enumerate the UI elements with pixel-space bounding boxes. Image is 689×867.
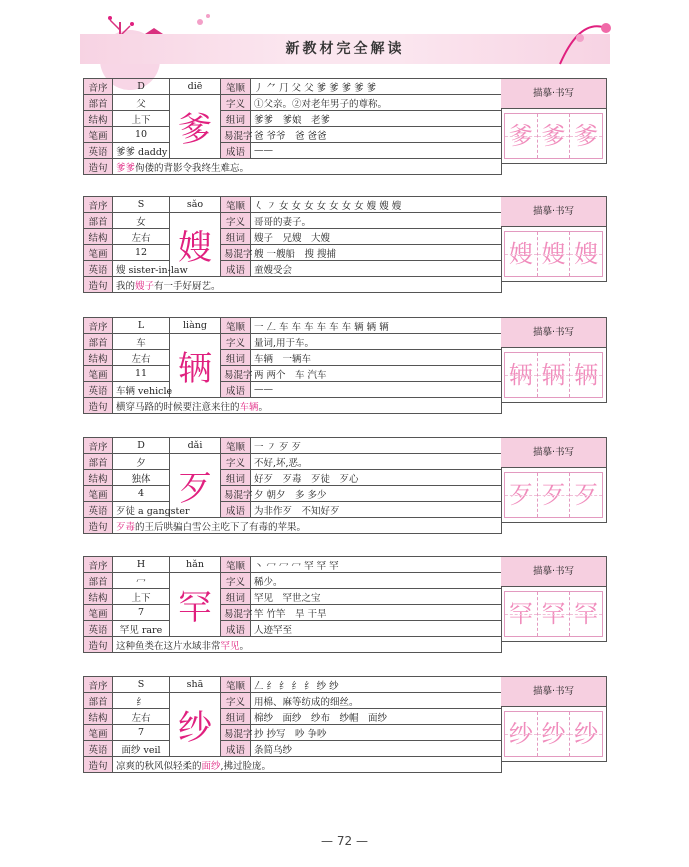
character-table — [83, 556, 502, 653]
label-chengyu: 成语 — [221, 621, 251, 637]
label-yinxu: 音序 — [84, 79, 113, 95]
tracing-box[interactable]: 歹 — [570, 473, 602, 517]
label-ziyi: 字义 — [221, 95, 251, 111]
label-bushou: 部首 — [84, 334, 113, 350]
label-bushou: 部首 — [84, 454, 113, 470]
sentence-highlight: 嫂子 — [135, 280, 155, 292]
english-value: 罕见 rare — [113, 621, 170, 637]
label-jiegou: 结构 — [84, 350, 113, 366]
label-bushou: 部首 — [84, 693, 113, 709]
label-bishun: 笔顺 — [221, 557, 251, 573]
label-yinxu: 音序 — [84, 438, 113, 454]
label-zaoju: 造句 — [84, 398, 113, 414]
tracing-box[interactable]: 纱 — [505, 712, 538, 756]
label-chengyu: 成语 — [221, 143, 251, 159]
practice-area — [501, 317, 607, 403]
stroke-order: 一 ㇇ 歹 歹 — [251, 438, 502, 454]
label-yingyu: 英语 — [84, 621, 113, 637]
label-bishun: 笔顺 — [221, 197, 251, 213]
label-bihua: 笔画 — [84, 725, 113, 741]
sentence-highlight: 罕见 — [220, 640, 240, 652]
practice-label: 描摹·书写 — [501, 677, 606, 707]
idiom: 童嫂受会 — [251, 261, 502, 277]
label-zuci: 组词 — [221, 709, 251, 725]
label-yihunzi: 易混字 — [221, 605, 251, 621]
example-sentence — [113, 277, 502, 293]
label-yingyu: 英语 — [84, 143, 113, 159]
jiegou-value: 独体 — [113, 470, 170, 486]
sentence-highlight: 面纱 — [201, 760, 221, 772]
label-yihunzi: 易混字 — [221, 127, 251, 143]
confusable-characters: 夕 朝夕 多 多少 — [251, 486, 502, 502]
tracing-box[interactable]: 歹 — [538, 473, 571, 517]
tracing-box[interactable]: 爹 — [538, 114, 571, 158]
label-ziyi: 字义 — [221, 693, 251, 709]
label-bihua: 笔画 — [84, 366, 113, 382]
label-zaoju: 造句 — [84, 159, 113, 175]
pinyin-value: sǎo — [170, 197, 221, 213]
bushou-value: 夕 — [113, 454, 170, 470]
sentence-start: 凉爽的秋风似轻柔的 — [116, 760, 202, 772]
practice-area — [501, 437, 607, 523]
tracing-box[interactable]: 辆 — [570, 353, 602, 397]
bushou-value: 车 — [113, 334, 170, 350]
idiom: 人迹罕至 — [251, 621, 502, 637]
tracing-boxes — [504, 711, 603, 757]
sentence-end: 佝偻的背影令我终生难忘。 — [135, 162, 250, 174]
meaning: 稀少。 — [251, 573, 502, 589]
word-formation: 棉纱 面纱 纱布 纱帽 面纱 — [251, 709, 502, 725]
label-bihua: 笔画 — [84, 486, 113, 502]
stroke-order: 丶 冖 冖 冖 罕 罕 罕 — [251, 557, 502, 573]
idiom: 条简乌纱 — [251, 741, 502, 757]
bihua-value: 11 — [113, 366, 170, 382]
sentence-end: 。 — [258, 401, 269, 413]
label-zaoju: 造句 — [84, 637, 113, 653]
idiom: 为非作歹 不知好歹 — [251, 502, 502, 518]
meaning: ①父亲。②对老年男子的尊称。 — [251, 95, 502, 111]
label-jiegou: 结构 — [84, 111, 113, 127]
sentence-end: 。 — [239, 640, 250, 652]
stroke-order: 丿 ⺈ ⺆ 父 父 爹 爹 爹 爹 爹 — [251, 79, 502, 95]
label-yihunzi: 易混字 — [221, 486, 251, 502]
main-character: 歹 — [170, 454, 221, 518]
tracing-box[interactable]: 嫂 — [505, 232, 538, 276]
sentence-start: 我的 — [116, 280, 136, 292]
bihua-value: 10 — [113, 127, 170, 143]
label-ziyi: 字义 — [221, 334, 251, 350]
stroke-order: 一 𠃋 车 车 车 车 车 车 辆 辆 辆 — [251, 318, 502, 334]
confusable-characters: 爸 爷爷 爸 爸爸 — [251, 127, 502, 143]
stroke-order: 𡿨 ㇇ 女 女 女 女 女 女 女 嫂 嫂 嫂 — [251, 197, 502, 213]
label-yingyu: 英语 — [84, 502, 113, 518]
page-header — [80, 8, 610, 72]
tracing-boxes — [504, 591, 603, 637]
tracing-box[interactable]: 嫂 — [570, 232, 602, 276]
label-yinxu: 音序 — [84, 318, 113, 334]
tracing-boxes — [504, 231, 603, 277]
tracing-box[interactable]: 纱 — [570, 712, 602, 756]
word-formation: 罕见 罕世之宝 — [251, 589, 502, 605]
sentence-highlight: 爹爹 — [116, 162, 136, 174]
main-character: 嫂 — [170, 213, 221, 277]
confusable-characters: 艘 一艘船 搜 搜捕 — [251, 245, 502, 261]
sentence-highlight: 歹毒 — [116, 521, 136, 533]
sentence-end: 有一手好厨艺。 — [154, 280, 221, 292]
word-formation: 爹爹 爹娘 老爹 — [251, 111, 502, 127]
label-bishun: 笔顺 — [221, 79, 251, 95]
label-yinxu: 音序 — [84, 197, 113, 213]
label-yingyu: 英语 — [84, 261, 113, 277]
character-table — [83, 78, 502, 175]
tracing-box[interactable]: 辆 — [538, 353, 571, 397]
jiegou-value: 左右 — [113, 709, 170, 725]
example-sentence — [113, 518, 502, 534]
idiom: —— — [251, 143, 502, 159]
meaning: 哥哥的妻子。 — [251, 213, 502, 229]
label-ziyi: 字义 — [221, 573, 251, 589]
main-character: 爹 — [170, 95, 221, 159]
practice-label: 描摹·书写 — [501, 557, 606, 587]
english-value: 爹爹 daddy — [113, 143, 170, 159]
pinyin-value: shā — [170, 677, 221, 693]
meaning: 不好,坏,恶。 — [251, 454, 502, 470]
tracing-boxes — [504, 352, 603, 398]
word-formation: 好歹 歹毒 歹徒 歹心 — [251, 470, 502, 486]
yinxu-value: D — [113, 438, 170, 454]
meaning: 用棉、麻等纺成的细丝。 — [251, 693, 502, 709]
bihua-value: 12 — [113, 245, 170, 261]
label-zuci: 组词 — [221, 350, 251, 366]
sentence-end: 的王后哄骗白雪公主吃下了有毒的苹果。 — [135, 521, 307, 533]
practice-area — [501, 676, 607, 762]
jiegou-value: 左右 — [113, 229, 170, 245]
pinyin-value: hǎn — [170, 557, 221, 573]
label-bihua: 笔画 — [84, 245, 113, 261]
example-sentence — [113, 398, 502, 414]
character-table — [83, 196, 502, 293]
label-yihunzi: 易混字 — [221, 245, 251, 261]
yinxu-value: L — [113, 318, 170, 334]
label-bishun: 笔顺 — [221, 438, 251, 454]
meaning: 量词,用于车。 — [251, 334, 502, 350]
bushou-value: 女 — [113, 213, 170, 229]
bushou-value: 纟 — [113, 693, 170, 709]
pinyin-value: liàng — [170, 318, 221, 334]
practice-label: 描摹·书写 — [501, 318, 606, 348]
label-jiegou: 结构 — [84, 470, 113, 486]
label-chengyu: 成语 — [221, 741, 251, 757]
confusable-characters: 竿 竹竿 旱 干旱 — [251, 605, 502, 621]
label-chengyu: 成语 — [221, 502, 251, 518]
practice-area — [501, 556, 607, 642]
label-yihunzi: 易混字 — [221, 725, 251, 741]
label-zaoju: 造句 — [84, 757, 113, 773]
character-table — [83, 317, 502, 414]
label-bihua: 笔画 — [84, 127, 113, 143]
stroke-order: 𠃋 纟 纟 纟 纟 纱 纱 — [251, 677, 502, 693]
label-ziyi: 字义 — [221, 454, 251, 470]
bushou-value: 父 — [113, 95, 170, 111]
label-yinxu: 音序 — [84, 677, 113, 693]
character-table — [83, 676, 502, 773]
tracing-box[interactable]: 罕 — [538, 592, 571, 636]
bihua-value: 4 — [113, 486, 170, 502]
label-yinxu: 音序 — [84, 557, 113, 573]
label-yihunzi: 易混字 — [221, 366, 251, 382]
label-bishun: 笔顺 — [221, 677, 251, 693]
practice-area — [501, 78, 607, 164]
main-character: 罕 — [170, 573, 221, 637]
pinyin-value: dǎi — [170, 438, 221, 454]
main-character: 纱 — [170, 693, 221, 757]
confusable-characters: 抄 抄写 吵 争吵 — [251, 725, 502, 741]
practice-area — [501, 196, 607, 282]
tracing-box[interactable]: 罕 — [570, 592, 602, 636]
label-bishun: 笔顺 — [221, 318, 251, 334]
sentence-start: 这种鱼类在这片水域非常 — [116, 640, 221, 652]
english-value: 歹徒 a gangster — [113, 502, 170, 518]
yinxu-value: D — [113, 79, 170, 95]
label-yingyu: 英语 — [84, 741, 113, 757]
tracing-box[interactable]: 纱 — [538, 712, 571, 756]
confusable-characters: 两 两个 车 汽车 — [251, 366, 502, 382]
label-zaoju: 造句 — [84, 518, 113, 534]
english-value: 面纱 veil — [113, 741, 170, 757]
label-bushou: 部首 — [84, 95, 113, 111]
label-ziyi: 字义 — [221, 213, 251, 229]
tracing-box[interactable]: 罕 — [505, 592, 538, 636]
label-jiegou: 结构 — [84, 709, 113, 725]
idiom: —— — [251, 382, 502, 398]
main-character: 辆 — [170, 334, 221, 398]
label-yingyu: 英语 — [84, 382, 113, 398]
bihua-value: 7 — [113, 605, 170, 621]
example-sentence — [113, 637, 502, 653]
label-bushou: 部首 — [84, 573, 113, 589]
tracing-box[interactable]: 歹 — [505, 473, 538, 517]
word-formation: 嫂子 兄嫂 大嫂 — [251, 229, 502, 245]
label-bihua: 笔画 — [84, 605, 113, 621]
label-chengyu: 成语 — [221, 382, 251, 398]
tracing-box[interactable]: 嫂 — [538, 232, 571, 276]
practice-label: 描摹·书写 — [501, 79, 606, 109]
label-bushou: 部首 — [84, 213, 113, 229]
english-value: 车辆 vehicle — [113, 382, 170, 398]
sentence-start: 横穿马路的时候要注意来往的 — [116, 401, 240, 413]
bushou-value: 冖 — [113, 573, 170, 589]
label-jiegou: 结构 — [84, 589, 113, 605]
label-zuci: 组词 — [221, 229, 251, 245]
tracing-box[interactable]: 辆 — [505, 353, 538, 397]
practice-label: 描摹·书写 — [501, 438, 606, 468]
example-sentence — [113, 757, 502, 773]
page-number: — 72 — — [321, 834, 368, 848]
jiegou-value: 上下 — [113, 589, 170, 605]
header-title: 新教材完全解读 — [285, 41, 405, 57]
label-jiegou: 结构 — [84, 229, 113, 245]
label-zuci: 组词 — [221, 470, 251, 486]
pinyin-value: diē — [170, 79, 221, 95]
character-table — [83, 437, 502, 534]
example-sentence — [113, 159, 502, 175]
jiegou-value: 上下 — [113, 111, 170, 127]
tracing-box[interactable]: 爹 — [505, 114, 538, 158]
label-zuci: 组词 — [221, 589, 251, 605]
flower-decoration — [550, 8, 610, 72]
yinxu-value: S — [113, 677, 170, 693]
word-formation: 车辆 一辆车 — [251, 350, 502, 366]
tracing-boxes — [504, 113, 603, 159]
label-chengyu: 成语 — [221, 261, 251, 277]
yinxu-value: H — [113, 557, 170, 573]
label-zuci: 组词 — [221, 111, 251, 127]
sentence-highlight: 车辆 — [239, 401, 259, 413]
label-zaoju: 造句 — [84, 277, 113, 293]
bihua-value: 7 — [113, 725, 170, 741]
tracing-box[interactable]: 爹 — [570, 114, 602, 158]
tracing-boxes — [504, 472, 603, 518]
practice-label: 描摹·书写 — [501, 197, 606, 227]
english-value: 嫂 sister-in-law — [113, 261, 170, 277]
jiegou-value: 左右 — [113, 350, 170, 366]
yinxu-value: S — [113, 197, 170, 213]
sentence-end: ,拂过脸庞。 — [220, 760, 272, 772]
